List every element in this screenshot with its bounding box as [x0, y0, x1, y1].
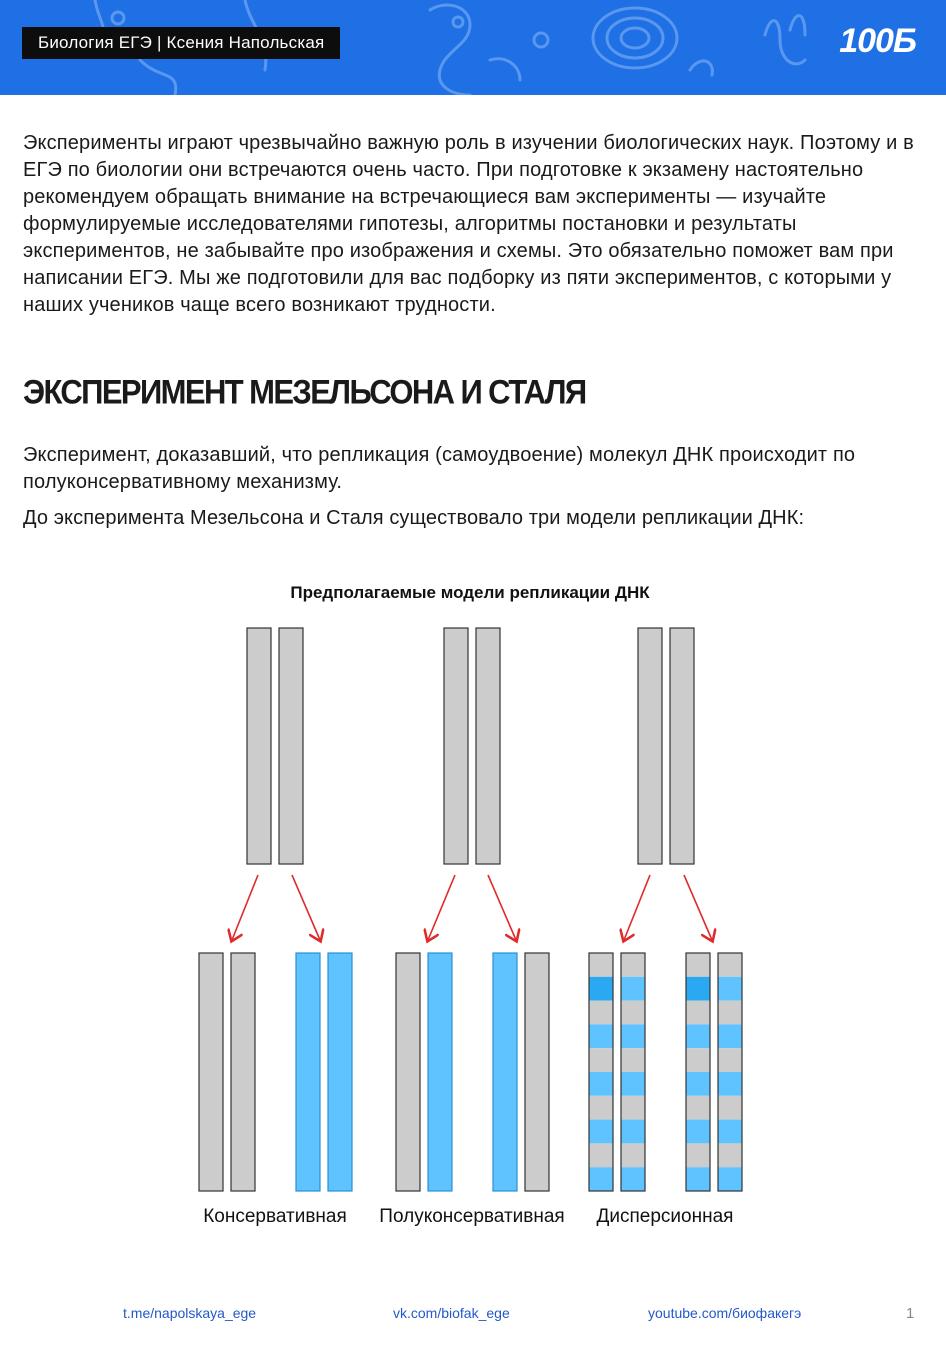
dna-segment — [718, 1024, 742, 1048]
dna-segment — [621, 1001, 645, 1025]
dna-segment — [621, 1120, 645, 1144]
section-title: ЭКСПЕРИМЕНТ МЕЗЕЛЬСОНА И СТАЛЯ — [23, 372, 586, 412]
dna-segment — [686, 1024, 710, 1048]
replication-arrows — [232, 875, 712, 940]
brand-logo[interactable]: 100Б — [839, 22, 916, 60]
dna-segment — [718, 1167, 742, 1191]
dna-segment — [718, 1001, 742, 1025]
dna-segment — [686, 1143, 710, 1167]
parent-dna-semiconservative — [444, 628, 500, 864]
dna-segment — [621, 953, 645, 977]
dna-segment — [686, 1120, 710, 1144]
arrow — [232, 875, 258, 940]
dna-segment — [589, 1167, 613, 1191]
dna-segment — [686, 977, 710, 1001]
dna-segment — [589, 953, 613, 977]
arrow — [428, 875, 455, 940]
intro-paragraph: Эксперименты играют чрезвычайно важную роль в изучении биологических наук. Поэтому и в ЕГЭ по биологии они встречаются очень часто. При подготовке к экзамену настоятельно рекомендуем обращать внимание на встречающиеся вам эксперименты — изучайте формулируемые исследователями гипотезы, алгоритмы постановки и результаты экспериментов, не забывайте про изображения и схемы. Это обязательно поможет вам при написании ЕГЭ. Мы же подготовили для вас подборку из пяти экспериментов, с которыми у наших учеников чаще всего возникают трудности. — [23, 132, 914, 316]
dna-segment — [718, 1143, 742, 1167]
dna-segment — [686, 1167, 710, 1191]
daughter-dna-semiconservative — [396, 953, 549, 1191]
parent-dna-conservative — [247, 628, 303, 864]
dna-segment — [686, 953, 710, 977]
dna-segment — [589, 1072, 613, 1096]
dna-segment — [589, 1024, 613, 1048]
label-dispersive: Дисперсионная — [596, 1206, 734, 1227]
dna-segment — [589, 1001, 613, 1025]
dna-segment — [718, 1072, 742, 1096]
dna-segment — [686, 1001, 710, 1025]
dna-segment — [621, 977, 645, 1001]
course-badge: Биология ЕГЭ | Ксения Напольская — [22, 27, 340, 59]
arrow — [292, 875, 320, 940]
replication-models-diagram — [0, 560, 946, 1240]
arrow — [488, 875, 516, 940]
dna-segment — [686, 1072, 710, 1096]
dna-segment — [589, 1143, 613, 1167]
dna-segment — [718, 1048, 742, 1072]
daughter-dna-conservative — [199, 953, 352, 1191]
youtube-link[interactable]: youtube.com/биофакегэ — [648, 1305, 802, 1321]
dna-segment — [621, 1096, 645, 1120]
dna-segment — [621, 1048, 645, 1072]
arrow — [684, 875, 712, 940]
dna-segment — [686, 1048, 710, 1072]
label-conservative: Консервативная — [203, 1206, 347, 1227]
dna-segment — [589, 977, 613, 1001]
experiment-description: Эксперимент, доказавший, что репликация (самоудвоение) молекул ДНК происходит по полуконсервативному механизму. — [23, 444, 856, 493]
dna-segment — [718, 953, 742, 977]
page-header — [0, 0, 946, 95]
page-number: 1 — [906, 1305, 915, 1322]
dna-segment — [589, 1096, 613, 1120]
dna-segment — [621, 1072, 645, 1096]
vk-link[interactable]: vk.com/biofak_ege — [393, 1305, 510, 1321]
dna-segment — [718, 977, 742, 1001]
models-intro: До эксперимента Мезельсона и Сталя существовало три модели репликации ДНК: — [23, 507, 805, 529]
dna-segment — [686, 1096, 710, 1120]
telegram-link[interactable]: t.me/napolskaya_ege — [123, 1305, 257, 1321]
daughter-dna-dispersive — [589, 953, 742, 1191]
arrow — [624, 875, 650, 940]
dna-segment — [621, 1143, 645, 1167]
dna-segment — [589, 1120, 613, 1144]
dna-segment — [718, 1120, 742, 1144]
dna-segment — [589, 1048, 613, 1072]
diagram-title: Предполагаемые модели репликации ДНК — [290, 583, 650, 602]
dna-segment — [621, 1167, 645, 1191]
label-semiconservative: Полуконсервативная — [379, 1206, 565, 1227]
dna-segment — [621, 1024, 645, 1048]
dna-segment — [718, 1096, 742, 1120]
parent-dna-dispersive — [638, 628, 694, 864]
